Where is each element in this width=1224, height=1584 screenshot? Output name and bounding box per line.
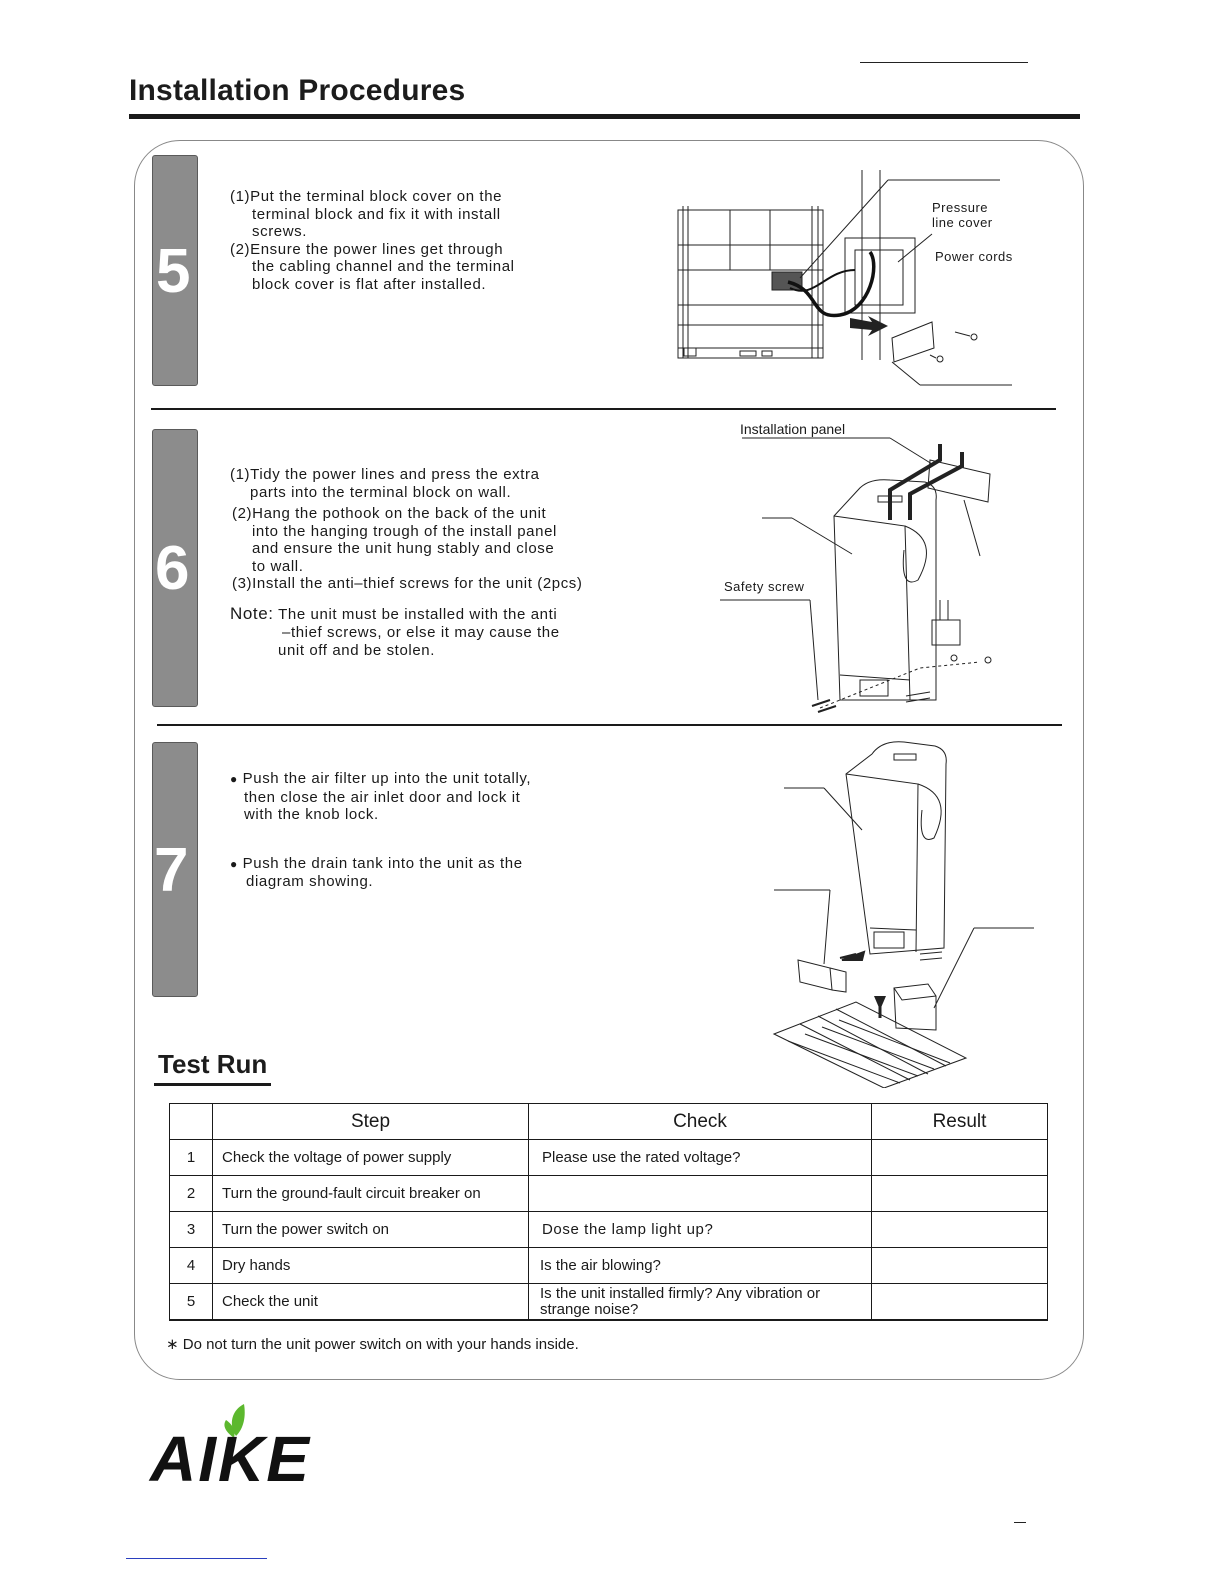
row-number: 4: [170, 1248, 213, 1284]
step-6-line: (2)Hang the pothook on the back of the unit: [232, 505, 547, 522]
step-5-line: the cabling channel and the terminal: [252, 258, 515, 275]
step-7-instructions: [230, 770, 570, 891]
row-number: 1: [170, 1140, 213, 1176]
table-row: [170, 1212, 1048, 1248]
step-6-line: (3)Install the anti–thief screws for the unit (2pcs): [232, 575, 583, 592]
step-6-line: into the hanging trough of the install panel: [252, 522, 557, 540]
note-line: unit off and be stolen.: [278, 641, 435, 659]
step-6-diagram: [700, 430, 1020, 720]
row-number: 3: [170, 1212, 213, 1248]
table-header-row: [170, 1104, 1048, 1140]
note-line: –thief screws, or else it may cause the: [282, 623, 560, 641]
step-5-bar: [152, 155, 198, 386]
note-label: Note:: [230, 603, 274, 623]
label-installation-panel: Installation panel: [740, 421, 846, 437]
table-header-check: Check: [529, 1104, 872, 1140]
label-power-cords: Power cords: [935, 249, 1013, 264]
test-run-title: Test Run: [158, 1049, 268, 1079]
step-6-line: parts into the terminal block on wall.: [250, 483, 512, 501]
page-title: Installation Procedures: [129, 74, 466, 107]
row-step: Check the unit: [213, 1284, 529, 1321]
row-check: Please use the rated voltage?: [529, 1140, 872, 1176]
label-pressure-line-cover: [932, 200, 993, 230]
step-7-line: Push the drain tank into the unit as the: [242, 854, 523, 872]
step-5-line: terminal block and fix it with install: [252, 205, 501, 223]
row-result: [872, 1140, 1048, 1176]
step-7-line: with the knob lock.: [244, 806, 379, 823]
title-rule: [129, 114, 1080, 119]
label-line: Pressure: [932, 200, 989, 215]
row-result: [872, 1284, 1048, 1321]
step-7-line: then close the air inlet door and lock it: [244, 788, 521, 806]
bullet-icon: ●: [230, 856, 238, 871]
row-number: 2: [170, 1176, 213, 1212]
bottom-link-line: [126, 1558, 267, 1559]
row-result: [872, 1248, 1048, 1284]
row-step: Turn the ground-fault circuit breaker on: [213, 1176, 529, 1212]
step-6-instructions: [230, 466, 610, 660]
table-row: [170, 1176, 1048, 1212]
row-check: Dose the lamp light up?: [529, 1212, 872, 1248]
table-row: [170, 1248, 1048, 1284]
step-7-line: diagram showing.: [246, 873, 374, 890]
step-7-bar: [152, 742, 198, 997]
row-step: Turn the power switch on: [213, 1212, 529, 1248]
bullet-icon: ●: [230, 772, 238, 786]
step-5-line: block cover is flat after installed.: [252, 275, 487, 293]
step-6-bar: [152, 429, 198, 707]
table-header-step: Step: [213, 1104, 529, 1140]
row-result: [872, 1212, 1048, 1248]
table-row: [170, 1284, 1048, 1321]
step-7-line: Push the air filter up into the unit totally,: [242, 770, 532, 787]
step-6-line: to wall.: [252, 557, 304, 575]
header-top-rule: [860, 62, 1028, 63]
step-separator: [157, 724, 1062, 726]
step-6-line: (1)Tidy the power lines and press the extra: [230, 466, 540, 483]
page-number-dash: [1014, 1522, 1026, 1523]
step-5-instructions: [230, 188, 550, 293]
table-header-result: Result: [872, 1104, 1048, 1140]
step-separator: [151, 408, 1056, 410]
step-7-diagram: [770, 738, 1040, 1088]
note-line: The unit must be installed with the anti: [278, 605, 558, 623]
table-row: [170, 1140, 1048, 1176]
step-7-number: 7: [154, 836, 189, 905]
row-check: Is the unit installed firmly? Any vibration or strange noise?: [529, 1284, 872, 1321]
row-check: [529, 1176, 872, 1212]
step-6-number: 6: [155, 534, 190, 603]
row-result: [872, 1176, 1048, 1212]
step-5-line: screws.: [252, 223, 308, 240]
step-5-line: (1)Put the terminal block cover on the: [230, 188, 503, 205]
footnote: ∗ Do not turn the unit power switch on with your hands inside.: [166, 1336, 579, 1353]
test-run-rule: [154, 1083, 271, 1086]
row-check: Is the air blowing?: [529, 1248, 872, 1284]
label-line: line cover: [932, 215, 993, 230]
label-safety-screw: Safety screw: [724, 579, 805, 594]
step-5-line: (2)Ensure the power lines get through: [230, 240, 504, 258]
table-header-blank: [170, 1104, 213, 1140]
step-5-number: 5: [156, 237, 191, 306]
step-6-line: and ensure the unit hung stably and close: [252, 540, 555, 557]
row-step: Check the voltage of power supply: [213, 1140, 529, 1176]
aike-logo: AIKE: [150, 1423, 311, 1495]
row-step: Dry hands: [213, 1248, 529, 1284]
row-number: 5: [170, 1284, 213, 1321]
test-run-table: [169, 1103, 1048, 1321]
